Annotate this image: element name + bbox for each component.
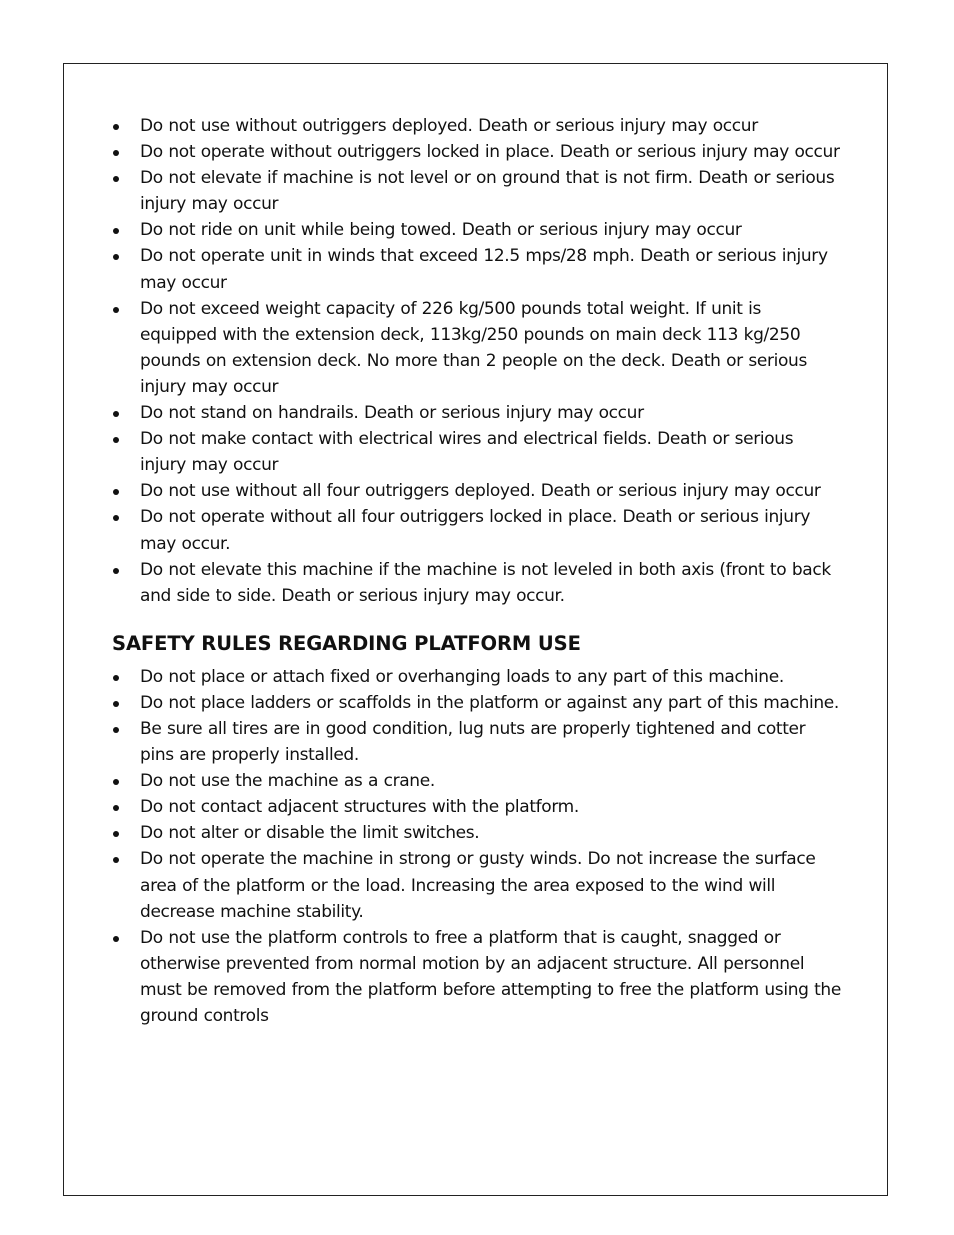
bullet-icon — [113, 228, 119, 234]
bullet-icon — [113, 779, 119, 785]
list-item — [112, 925, 842, 1029]
list-item-text: Do not alter or disable the limit switches. — [140, 823, 480, 844]
bullet-icon — [113, 489, 119, 495]
list-item-text: Do not operate unit in winds that exceed 12.5 mps/28 mph. Death or serious injury may occur — [140, 246, 828, 293]
list-item-text: Do not operate the machine in strong or gusty winds. Do not increase the surface area of the platform or the load. Increasing the area exposed to the wind will decrease machine stability. — [140, 849, 816, 922]
list-item-text: Do not operate without outriggers locked in place. Death or serious injury may occur — [140, 142, 840, 163]
bullet-icon — [113, 727, 119, 733]
list-item-text: Do not ride on unit while being towed. Death or serious injury may occur — [140, 220, 742, 241]
list-item-text: Do not make contact with electrical wires and electrical fields. Death or serious injury may occur — [140, 429, 794, 476]
list-item — [112, 426, 842, 478]
list-item — [112, 113, 842, 139]
list-item-text: Do not use without all four outriggers deployed. Death or serious injury may occur — [140, 481, 821, 502]
list-item — [112, 846, 842, 924]
list-item — [112, 243, 842, 295]
bullet-icon — [113, 831, 119, 837]
list-item — [112, 794, 842, 820]
list-item-text: Do not elevate if machine is not level or on ground that is not firm. Death or serious injury may occur — [140, 168, 835, 215]
document-body — [112, 113, 842, 1029]
list-item — [112, 165, 842, 217]
list-item — [112, 217, 842, 243]
list-item-text: Do not exceed weight capacity of 226 kg/500 pounds total weight. If unit is equipped with the extension deck, 113kg/250 pounds on main deck 113 kg/250 pounds on extension deck. No more than 2 people on the deck. Death or serious injury may occur — [140, 298, 807, 397]
list-item — [112, 400, 842, 426]
list-item-text: Be sure all tires are in good condition, lug nuts are properly tightened and cotter pins are properly installed. — [140, 718, 806, 766]
list-item — [112, 296, 842, 400]
bullet-icon — [113, 437, 119, 443]
section-heading: SAFETY RULES REGARDING PLATFORM USE — [112, 631, 581, 655]
list-item — [112, 716, 842, 768]
bullet-icon — [113, 150, 119, 156]
bullet-icon — [113, 411, 119, 417]
bullet-icon — [113, 805, 119, 811]
list-item-text: Do not operate without all four outriggers locked in place. Death or serious injury may occur. — [140, 507, 811, 554]
list-item — [112, 139, 842, 165]
list-item — [112, 478, 842, 504]
list-item — [112, 557, 842, 609]
platform-rules-list — [112, 664, 842, 1029]
bullet-icon — [113, 857, 119, 863]
list-item-text: Do not stand on handrails. Death or serious injury may occur — [140, 403, 644, 424]
list-item-text: Do not use the platform controls to free a platform that is caught, snagged or otherwise prevented from normal motion by an adjacent structure. All personnel must be removed from the platform before attempting to free the platform using the ground controls — [140, 927, 841, 1026]
bullet-icon — [113, 176, 119, 182]
bullet-icon — [113, 675, 119, 681]
bullet-icon — [113, 307, 119, 313]
list-item — [112, 690, 842, 716]
list-item-text: Do not place or attach fixed or overhanging loads to any part of this machine. — [140, 666, 784, 687]
bullet-icon — [113, 254, 119, 260]
list-item-text: Do not use without outriggers deployed. Death or serious injury may occur — [140, 116, 758, 136]
list-item — [112, 820, 842, 846]
list-item-text: Do not contact adjacent structures with the platform. — [140, 797, 579, 818]
bullet-icon — [113, 936, 119, 942]
list-item — [112, 504, 842, 556]
list-item — [112, 664, 842, 690]
list-item-text: Do not use the machine as a crane. — [140, 771, 435, 792]
bullet-icon — [113, 701, 119, 707]
bullet-icon — [113, 568, 119, 574]
list-item-text: Do not place ladders or scaffolds in the platform or against any part of this machine. — [140, 692, 839, 713]
safety-warnings-list — [112, 113, 842, 609]
bullet-icon — [113, 515, 119, 521]
list-item — [112, 768, 842, 794]
bullet-icon — [113, 124, 119, 130]
list-item-text: Do not elevate this machine if the machine is not leveled in both axis (front to back and side to side. Death or serious injury may occur. — [140, 559, 831, 606]
